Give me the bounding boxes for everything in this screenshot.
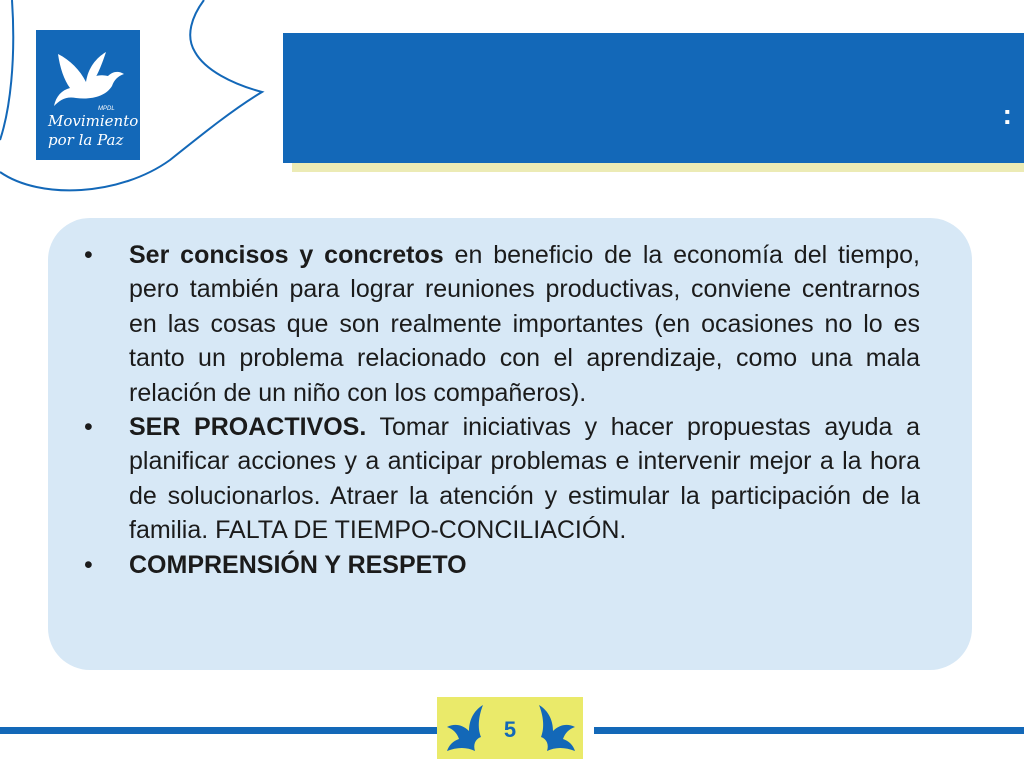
logo	[36, 30, 140, 160]
list-item	[78, 548, 920, 582]
list-item	[78, 238, 920, 410]
logo-name	[48, 112, 138, 150]
logo-mark: MPDL	[98, 106, 115, 112]
bullet-text: en beneficio de la economía del tiempo, pero también para lograr reuniones productivas, conviene centrarnos en las cosas que son realmente importantes (en ocasiones no lo es tanto un problema relacionado con el aprendizaje, como una mala relación de un niño con los compañeros).	[129, 241, 921, 407]
logo-name-line1: Movimiento	[48, 112, 139, 130]
bullet-list	[78, 238, 920, 582]
page-number-box	[437, 697, 583, 759]
bullet-dot: •	[84, 413, 93, 442]
list-item	[78, 410, 920, 548]
logo-name-line2: por la Paz	[48, 131, 124, 149]
bullet-dot: •	[84, 241, 93, 269]
bullet-text: Tomar iniciativas y hacer propuestas ayuda a planificar acciones y a anticipar problemas e intervenir mejor a la hora de solucionarlos. Atraer la atención y estimular la participación de la familia. FALTA DE TIEMPO-CONCILIACIÓN.	[129, 413, 920, 545]
page-number: 5	[503, 717, 517, 742]
header-bar	[283, 33, 1024, 163]
bullet-bold-text: COMPRENSIÓN Y RESPETO	[129, 550, 467, 579]
dove-icon	[36, 30, 140, 110]
bullet-bold-text: SER PROACTIVOS.	[129, 413, 367, 442]
header-title: :	[1002, 99, 1012, 130]
bullet-bold-text: Ser concisos y concretos	[129, 241, 444, 269]
footer-line-left	[0, 727, 438, 734]
footer-line-right	[594, 727, 1024, 734]
dove-right-icon	[533, 701, 579, 755]
bullet-dot: •	[84, 550, 93, 579]
